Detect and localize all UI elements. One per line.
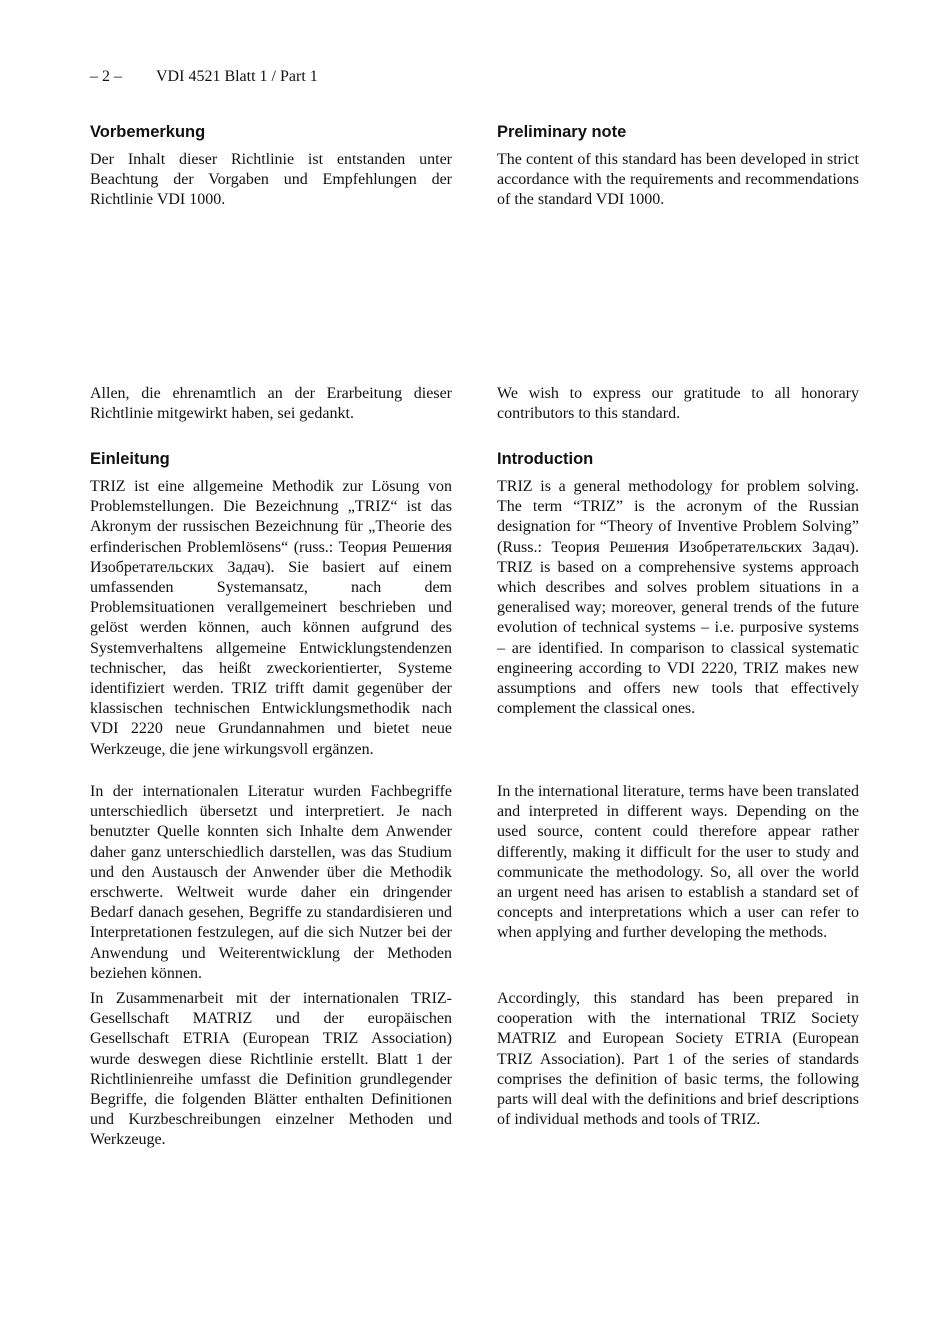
intro-paragraph-2-en: In the international literature, terms have been translated and interpreted in different ways. Depending on the used source, content could therefore appear rather differently, making it difficult for the user to study and communicate the methodology. So, all over the world an urgent need has arisen to establish a standard set of concepts and interpretations which a user can refer to when applying and further developing the methods. bbox=[497, 783, 859, 942]
intro-p3-block-de bbox=[90, 989, 452, 1151]
preliminary-heading-de: Vorbemerkung bbox=[90, 123, 206, 141]
intro-section-en bbox=[497, 449, 859, 719]
thanks-text-de: Allen, die ehrenamtlich an der Erarbeitung dieser Richtlinie mitgewirkt haben, sei gedankt. bbox=[90, 385, 452, 423]
preliminary-text-de: Der Inhalt dieser Richtlinie ist entstanden unter Beachtung der Vorgaben und Empfehlungen der Richtlinie VDI 1000. bbox=[90, 151, 452, 209]
thanks-text-en: We wish to express our gratitude to all honorary contributors to this standard. bbox=[497, 385, 859, 423]
intro-section-de bbox=[90, 449, 452, 760]
intro-p3-block-en bbox=[497, 989, 859, 1130]
intro-heading-en: Introduction bbox=[497, 450, 594, 468]
preliminary-section-en bbox=[497, 122, 859, 211]
intro-p2-block-de bbox=[90, 782, 452, 984]
document-id: VDI 4521 Blatt 1 / Part 1 bbox=[156, 68, 318, 85]
preliminary-section-de bbox=[90, 122, 452, 211]
intro-p2-block-en bbox=[497, 782, 859, 944]
intro-paragraph-1-en: TRIZ is a general methodology for problem solving. The term “TRIZ” is the acronym of the Russian designation for “Theory of Inventive Problem Solving” (Russ.: Теория Решения Изобретательских Задач). TRIZ is based on a comprehensive systems approach which describes and solves problem situations in a generalised way; moreover, general trends of the future evolution of technical systems – i.e. purposive systems – are identified. In comparison to classical systematic engineering according to VDI 2220, TRIZ makes new assumptions and offers new tools that effectively complement the classical ones. bbox=[497, 478, 859, 718]
page-number: – 2 – bbox=[90, 68, 122, 85]
preliminary-heading-en: Preliminary note bbox=[497, 123, 627, 141]
intro-paragraph-3-de: In Zusammenarbeit mit der internationalen TRIZ-Gesellschaft MATRIZ und der europäischen Gesellschaft ETRIA (European TRIZ Association) wurde deswegen diese Richtlinie erstellt. Blatt 1 der Richtlinienreihe umfasst die Definition grundlegender Begriffe, die folgenden Blätter enthalten Definitionen und Kurzbeschreibungen einzelner Methoden und Werkzeuge. bbox=[90, 990, 452, 1149]
page-header bbox=[90, 68, 318, 86]
thanks-section-en bbox=[497, 384, 859, 424]
intro-paragraph-3-en: Accordingly, this standard has been prepared in cooperation with the international TRIZ Society MATRIZ and European Society ETRIA (European TRIZ Association). Part 1 of the series of standards comprises the definition of basic terms, the following parts will deal with the definitions and brief descriptions of individual methods and tools of TRIZ. bbox=[497, 990, 859, 1129]
preliminary-text-en: The content of this standard has been developed in strict accordance with the requirements and recommendations of the standard VDI 1000. bbox=[497, 151, 859, 209]
intro-paragraph-1-de: TRIZ ist eine allgemeine Methodik zur Lösung von Problemstellungen. Die Bezeichnung „TRIZ“ ist das Akronym der russischen Bezeichnung für „Theorie des erfinderischen Problemlösens“ (russ.: Теория Решения Изобретательских Задач). Sie basiert auf einem umfassenden Systemansatz, nach dem Problemsituationen verallgemeinert beschrieben und gelöst werden können, auch können aufgrund des Systemverhaltens allgemeine Entwicklungstendenzen technischer, das heißt zweckorientierter, Systeme identifiziert werden. TRIZ trifft damit gegenüber der klassischen technischen Entwicklungsmethodik nach VDI 2220 neue Grundannahmen und bietet neue Werkzeuge, die jene wirkungsvoll ergänzen. bbox=[90, 478, 452, 758]
thanks-section-de bbox=[90, 384, 452, 424]
intro-paragraph-2-de: In der internationalen Literatur wurden Fachbegriffe unterschiedlich übersetzt und interpretiert. Je nach benutzter Quelle konnten sich Inhalte dem Anwender daher ganz unterschiedlich darstellen, was das Studium und den Austausch der Anwender über die Methodik erschwerte. Weltweit wurde daher ein dringender Bedarf danach gesehen, Begriffe zu standardisieren und Interpretationen festzulegen, auf die sich Nutzer bei der Anwendung und Weiterentwicklung der Methoden beziehen können. bbox=[90, 783, 452, 982]
intro-heading-de: Einleitung bbox=[90, 450, 170, 468]
